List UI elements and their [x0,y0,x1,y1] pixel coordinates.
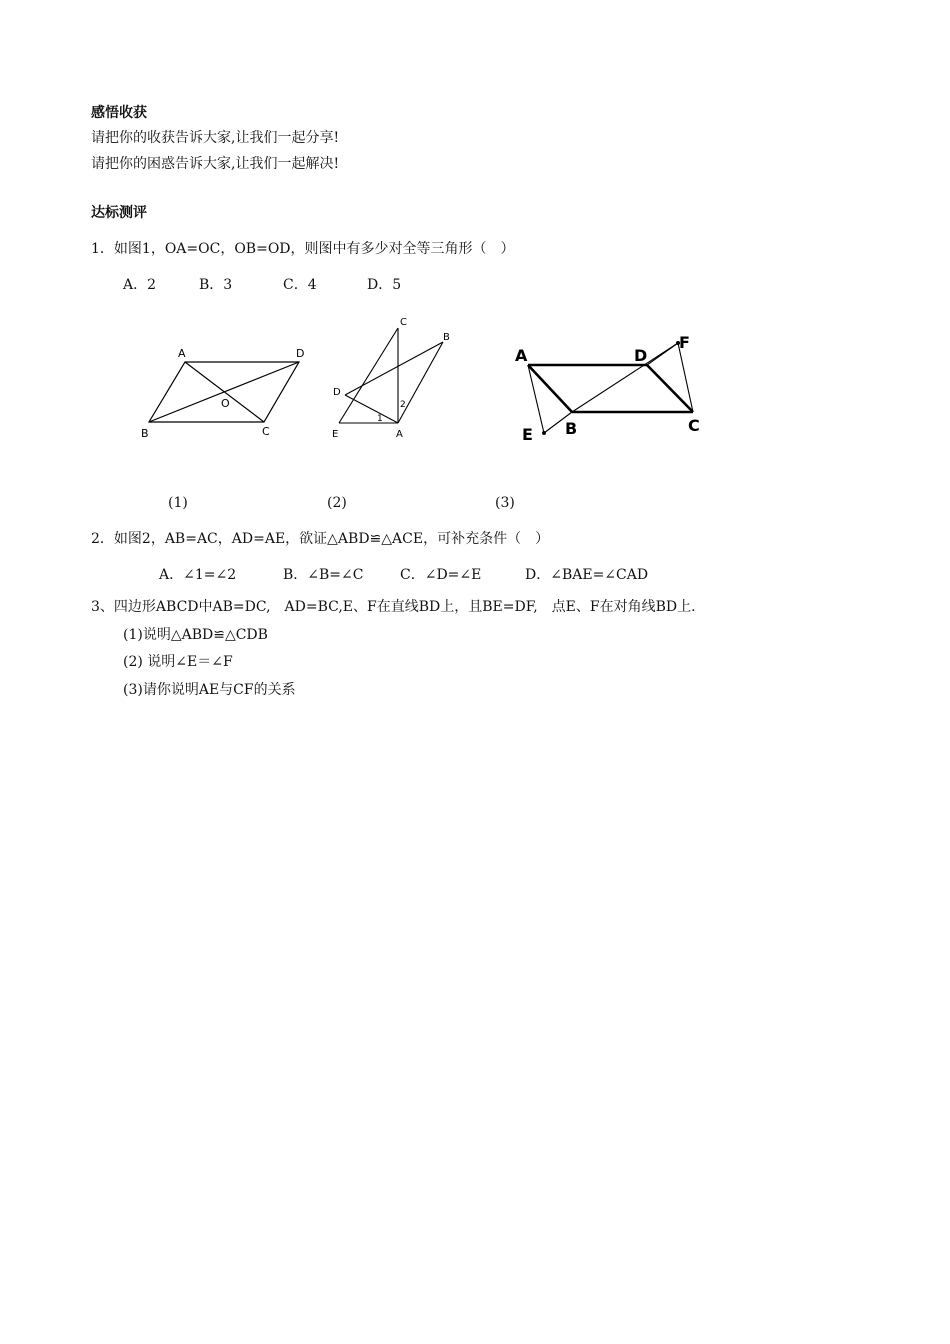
reflection-line-2: 请把你的困惑告诉大家,让我们一起解决! [91,156,340,172]
q1-option-c: C．4 [283,277,317,293]
fig2-label-a: A [396,429,403,440]
fig3-label-b: B [565,419,578,438]
q1-option-a: A．2 [123,277,157,293]
fig1-label-o: O [221,397,230,410]
figure-1-parallelogram [135,340,310,445]
fig2-label-e: E [332,429,339,440]
fig2-label-angle-2: 2 [400,400,406,410]
question-1-stem: 1．如图1，OA=OC，OB=OD，则图中有多少对全等三角形（ ） [91,241,515,257]
fig2-label-d: D [333,387,341,398]
q2-option-a: A．∠1=∠2 [159,567,237,583]
q1-option-b: B．3 [199,277,233,293]
q3-part-2: (2) 说明∠E＝∠F [123,654,233,670]
fig1-label-d: D [296,347,305,360]
question-2-stem: 2．如图2，AB=AC，AD=AE，欲证△ABD≌△ACE，可补充条件（ ） [91,531,550,547]
q2-option-d: D．∠BAE=∠CAD [525,567,649,583]
q3-part-3: (3)请你说明AE与CF的关系 [123,682,296,698]
figure-1-caption: (1) [168,495,188,511]
fig2-label-angle-1: 1 [377,414,383,424]
q2-option-c: C．∠D=∠E [400,567,482,583]
section-title-reflection: 感悟收获 [91,105,147,121]
fig2-label-b: B [443,332,450,343]
fig1-label-c: C [262,425,270,438]
fig3-label-c: C [688,416,700,435]
question-3-stem: 3、四边形ABCD中AB=DC, AD=BC,E、F在直线BD上，且BE=DF, 点E、F在对角线BD上. [91,599,696,615]
q2-option-b: B．∠B=∠C [283,567,364,583]
figure-3-parallelogram [510,330,710,445]
fig3-label-d: D [634,346,648,365]
reflection-line-1: 请把你的收获告诉大家,让我们一起分享! [91,130,340,146]
section-title-test: 达标测评 [91,205,147,221]
figure-2-triangles [325,310,475,445]
figure-3-caption: (3) [495,495,515,511]
fig1-label-b: B [141,427,149,440]
fig3-label-f: F [679,333,690,352]
fig2-label-c: C [400,317,407,328]
q3-part-1: (1)说明△ABD≌△CDB [123,627,268,643]
fig3-label-e: E [522,425,533,444]
figure-2-caption: (2) [327,495,347,511]
fig3-label-a: A [515,346,528,365]
q1-option-d: D．5 [367,277,402,293]
fig1-label-a: A [178,347,186,360]
